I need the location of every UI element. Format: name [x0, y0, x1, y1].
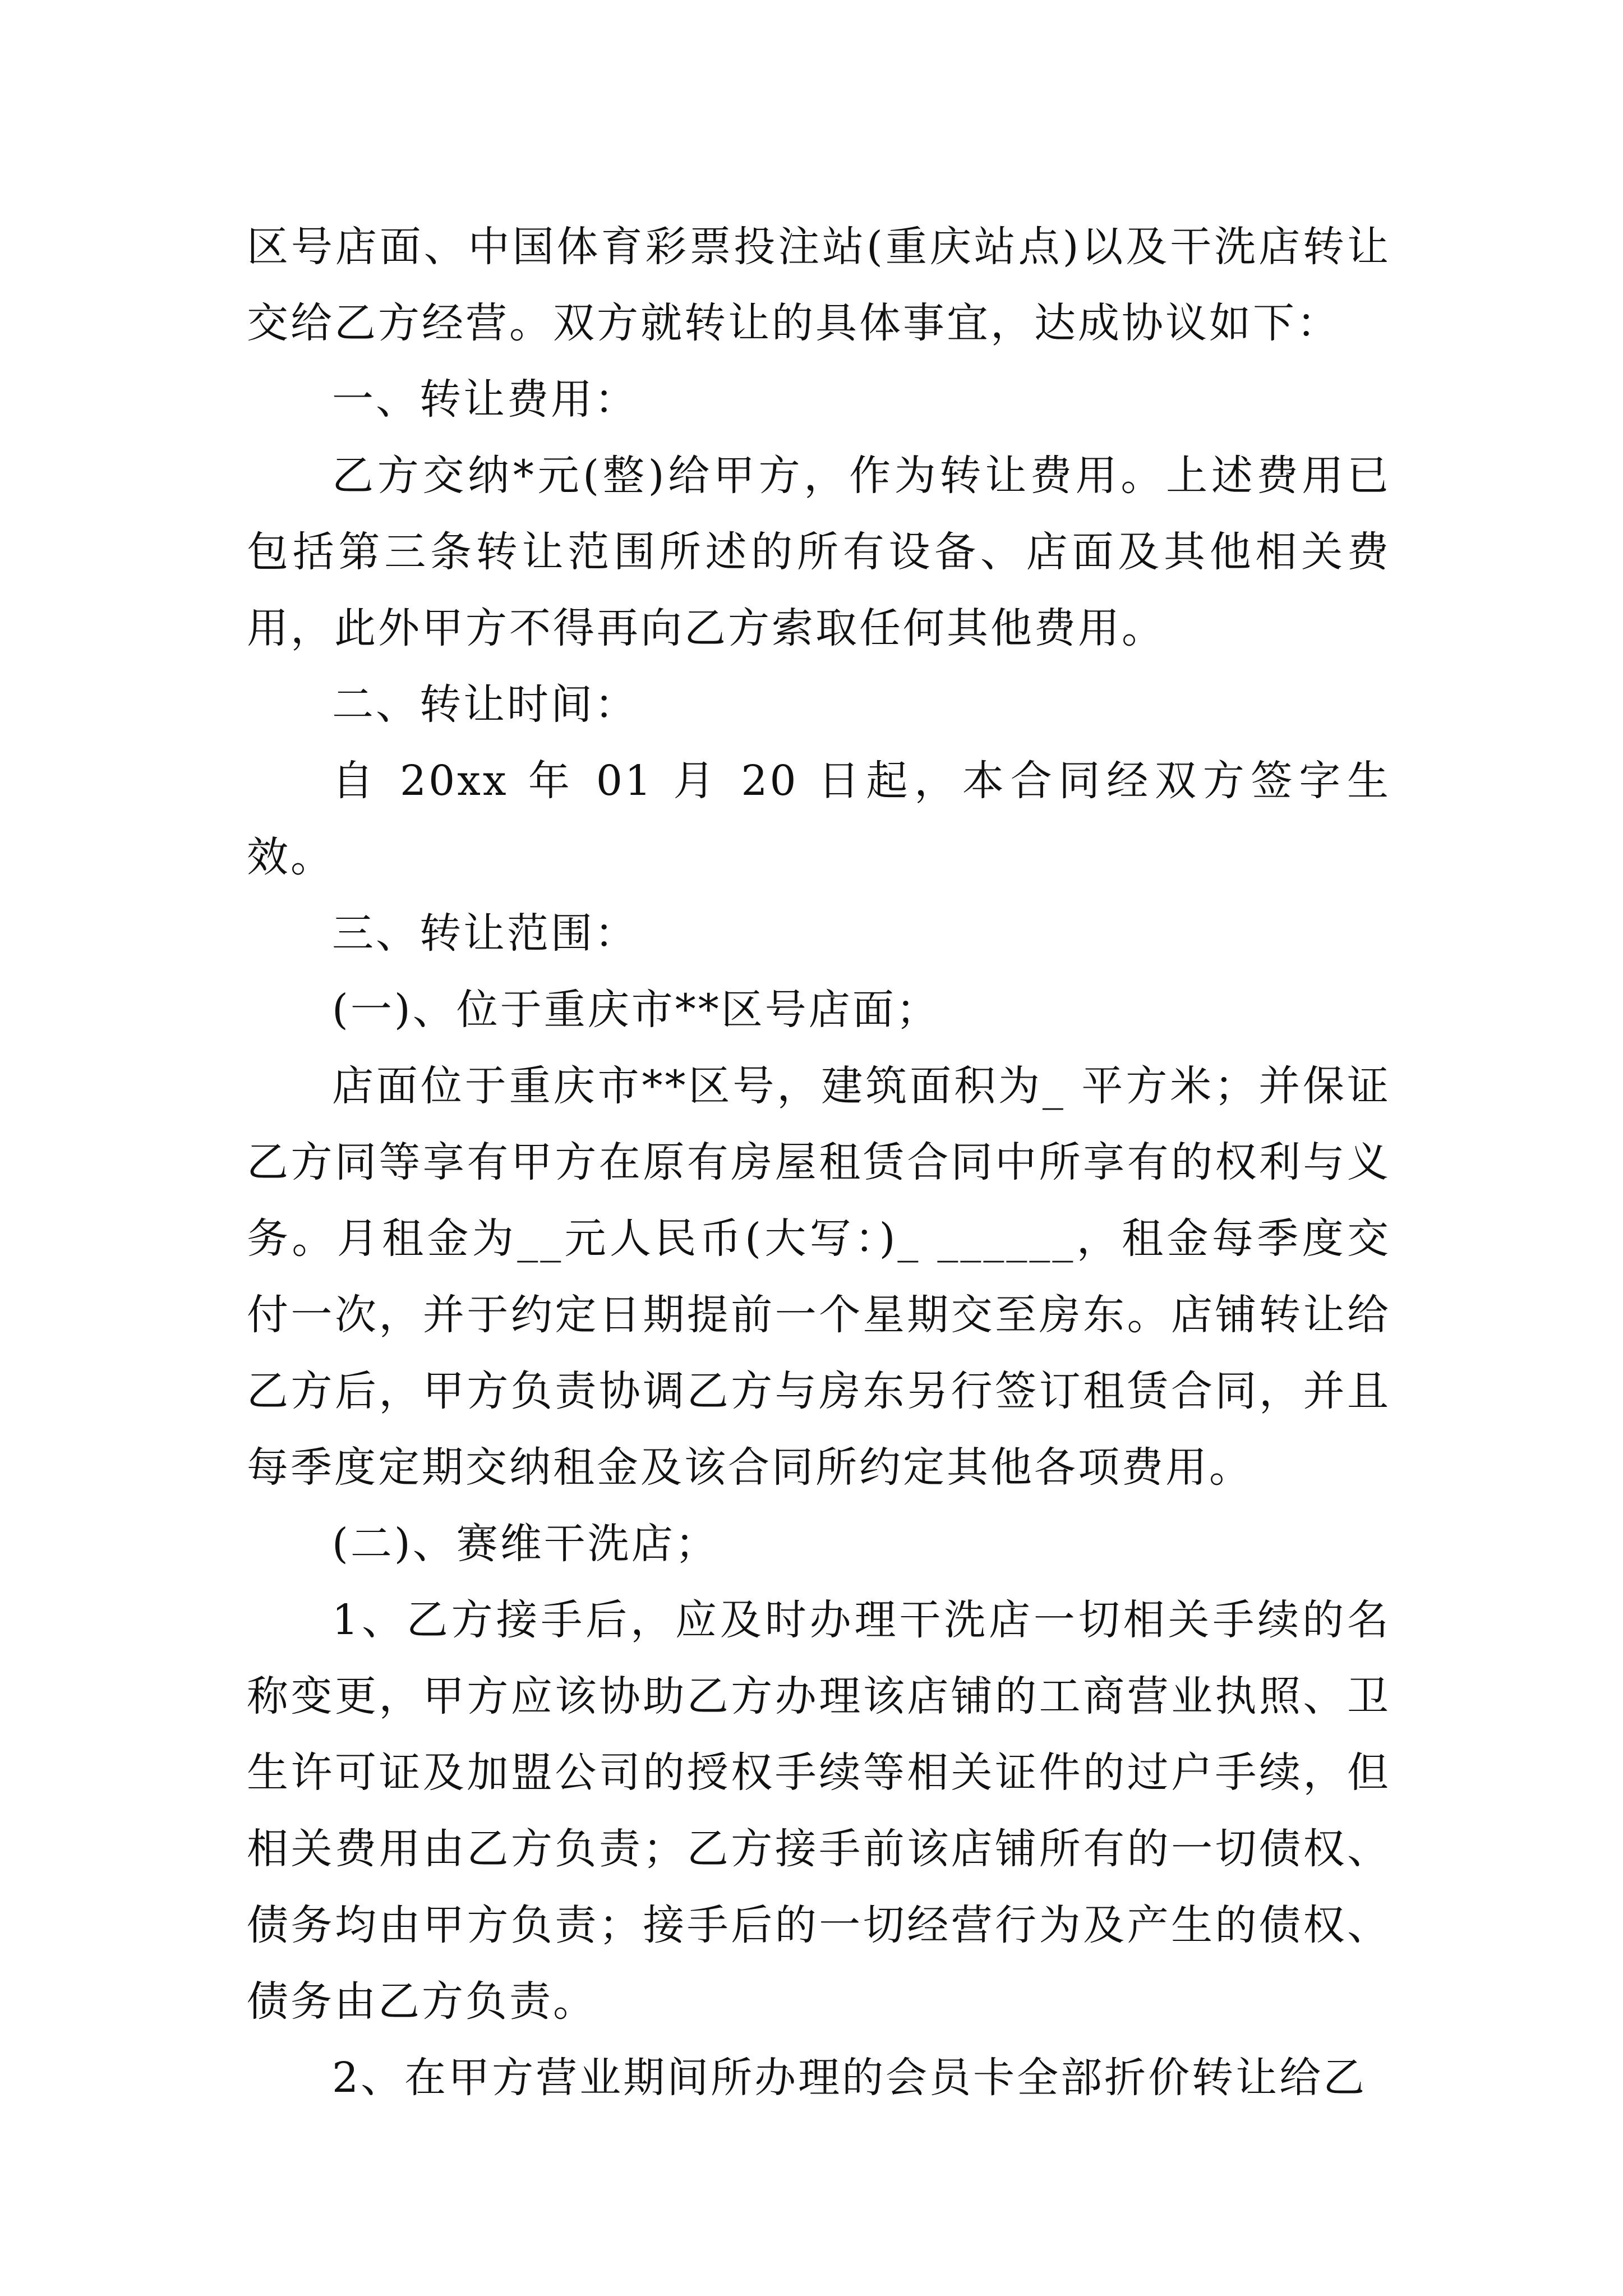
subheading-storefront: (一)、位于重庆市**区号店面；: [332, 986, 940, 1034]
heading-transfer-fee: 一、转让费用：: [332, 375, 638, 424]
subheading-dry-cleaner: (二)、赛维干洗店；: [332, 1520, 719, 1568]
heading-transfer-time: 二、转让时间：: [332, 680, 638, 729]
heading-transfer-scope: 三、转让范围：: [332, 909, 638, 958]
paragraph-item-1: 1、乙方接手后，应及时办理干洗店一切相关手续的名称变更，甲方应该协助乙方办理该店铺的工商营业执照、卫生许可证及加盟公司的授权手续等相关证件的过户手续，但相关费用由乙方负责；乙方接手前该店铺所有的一切债权、债务均由甲方负责；接手后的一切经营行为及产生的债权、债务由乙方负责。: [247, 1596, 1391, 2026]
paragraph-item-2: 2、在甲方营业期间所办理的会员卡全部折价转让给乙: [332, 2054, 1367, 2102]
paragraph-intro: 区号店面、中国体育彩票投注站(重庆站点)以及干洗店转让交给乙方经营。双方就转让的具体事宜，达成协议如下：: [247, 223, 1391, 347]
document-page: [247, 209, 1391, 2116]
paragraph-transfer-time: 自 20xx 年 01 月 20 日起，本合同经双方签字生效。: [247, 757, 1391, 881]
paragraph-storefront: 店面位于重庆市**区号，建筑面积为_ 平方米；并保证乙方同等享有甲方在原有房屋租赁合同中所享有的权利与义务。月租金为__元人民币(大写：)_ ______，租金每季度交付一次，并于约定日期提前一个星期交至房东。店铺转让给乙方后，甲方负责协调乙方与房东另行签订租赁合同，并且每季度定期交纳租金及该合同所约定其他各项费用。: [247, 1062, 1391, 1492]
paragraph-transfer-fee: 乙方交纳*元(整)给甲方，作为转让费用。上述费用已包括第三条转让范围所述的所有设备、店面及其他相关费用，此外甲方不得再向乙方索取任何其他费用。: [247, 452, 1391, 652]
